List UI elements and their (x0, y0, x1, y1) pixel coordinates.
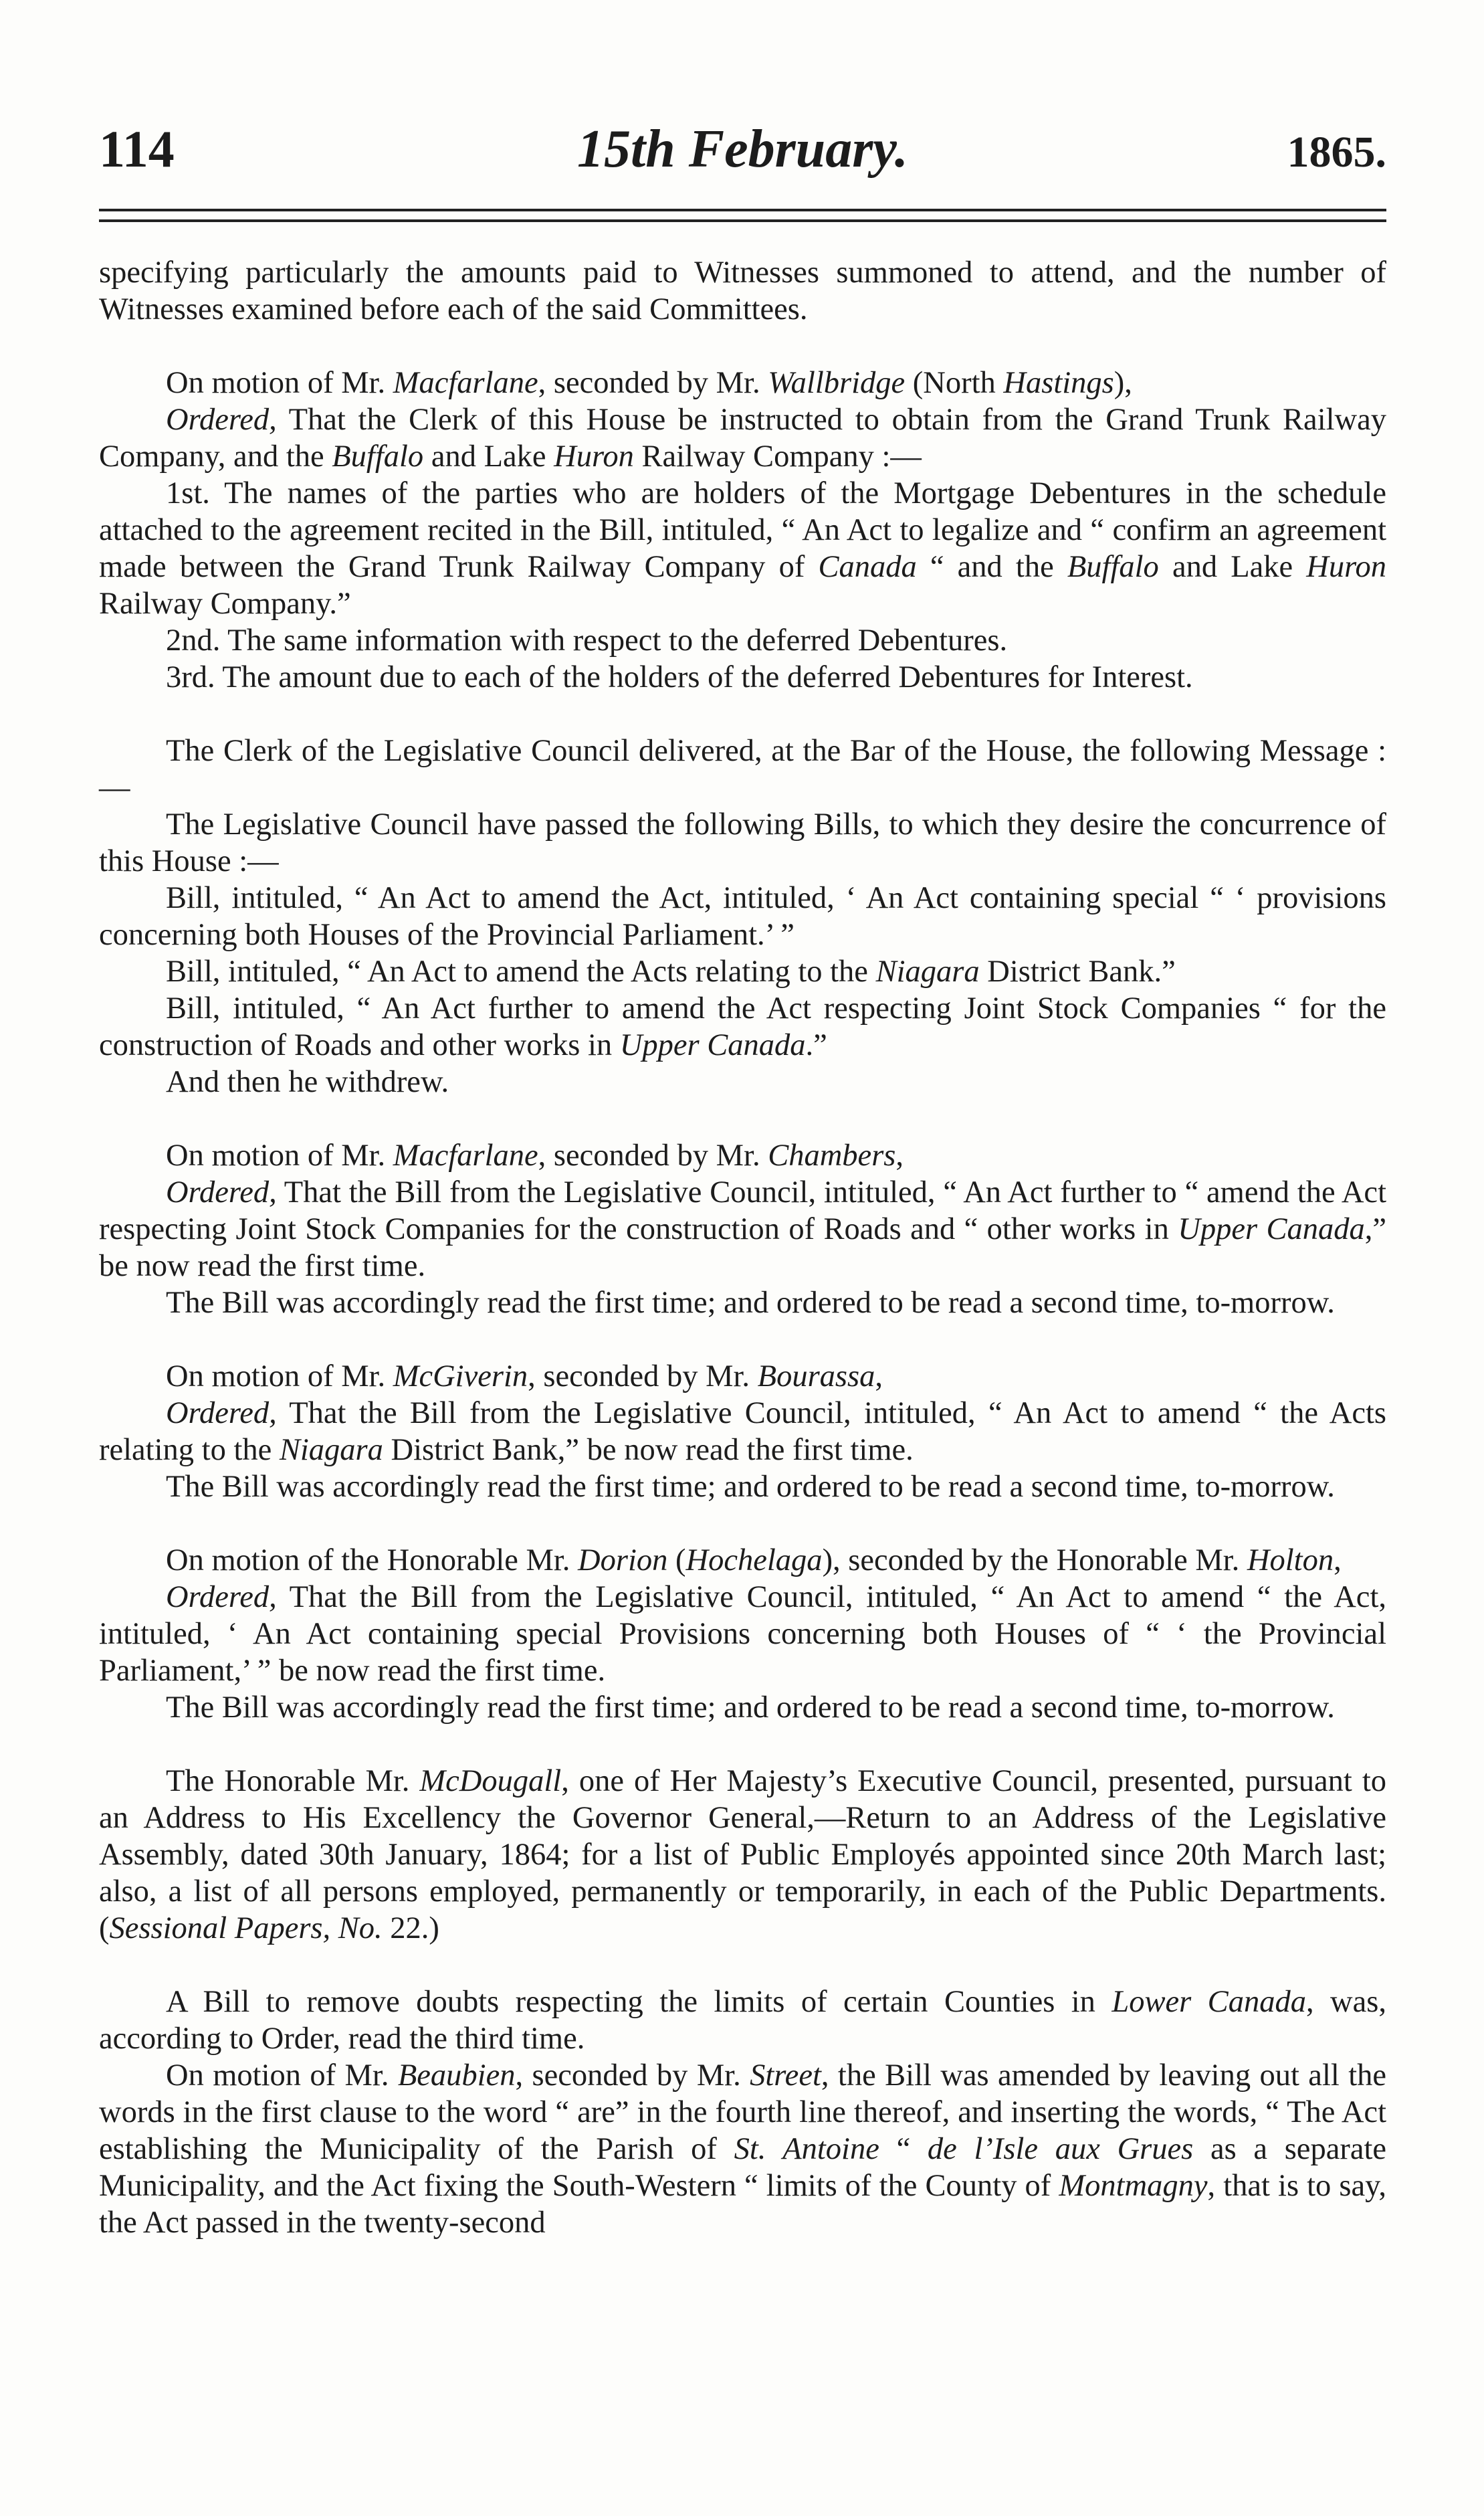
paragraph: Ordered, That the Clerk of this House be instructed to obtain from the Grand Trunk Railway Company, and the Buffalo and Lake Huron Railway Company :— (99, 403, 1386, 474)
paragraph: On motion of Mr. McGiverin, seconded by Mr. Bourassa, (166, 1359, 883, 1393)
header-date: 15th February. (577, 120, 908, 179)
paragraph: The Honorable Mr. McDougall, one of Her Majesty’s Executive Council, presented, pursuant to an Address to His Excellency the Governor General,—Return to an Address of the Legislative Assembly, dated 30th January, 1864; for a list of Public Employés appointed since 20th March last; also, a list of all persons employed, permanently or temporarily, in each of the Public Departments. (Sessional Papers, No. 22.) (99, 1764, 1387, 1945)
paragraph: Ordered, That the Bill from the Legislative Council, intituled, “ An Act to amend “ the Act, intituled, ‘ An Act containing special Provisions concerning both Houses of “ ‘ the Provincial Parliament,’ ” be now read the first time. (99, 1580, 1386, 1688)
paragraph: A Bill to remove doubts respecting the limits of certain Counties in Lower Canada, was, according to Order, read the third time. (99, 1985, 1386, 2056)
header-rule-bottom (99, 219, 1386, 222)
paragraph: On motion of Mr. Macfarlane, seconded by Mr. Chambers, (166, 1139, 904, 1173)
paragraph: On motion of the Honorable Mr. Dorion (Hochelaga), seconded by the Honorable Mr. Holton, (166, 1543, 1342, 1577)
paragraph: specifying particularly the amounts paid to Witnesses summoned to attend, and the number of Witnesses examined before each of the said Committees. (99, 256, 1386, 326)
paragraph: The Legislative Council have passed the following Bills, to which they desire the concurrence of this House :— (99, 807, 1386, 878)
paragraph: Bill, intituled, “ An Act further to amend the Act respecting Joint Stock Companies “ for the construction of Roads and other works in Upper Canada.” (99, 991, 1386, 1062)
paragraph: On motion of Mr. Macfarlane, seconded by Mr. Wallbridge (North Hastings), (166, 366, 1132, 400)
paragraph: Bill, intituled, “ An Act to amend the Acts relating to the Niagara District Bank.” (166, 955, 1176, 989)
paragraph: Ordered, That the Bill from the Legislative Council, intituled, “ An Act to amend “ the Acts relating to the Niagara District Bank,” be now read the first time. (99, 1396, 1386, 1467)
paragraph: 1st. The names of the parties who are holders of the Mortgage Debentures in the schedule attached to the agreement recited in the Bill, intituled, “ An Act to legalize and “ confirm an agreement made between the Grand Trunk Railway Company of Canada “ and the Buffalo and Lake Huron Railway Company.” (99, 476, 1386, 621)
paragraph: The Bill was accordingly read the first time; and ordered to be read a second time, to-morrow. (166, 1470, 1335, 1504)
paragraph: 2nd. The same information with respect to the deferred Debentures. (166, 623, 1008, 658)
header-year: 1865. (1287, 128, 1386, 177)
paragraph: On motion of Mr. Beaubien, seconded by Mr. Street, the Bill was amended by leaving out all the words in the first clause to the word “ are” in the fourth line thereof, and inserting the words, “ The Act establishing the Municipality of the Parish of St. Antoine “ de l’Isle aux Grues as a separate Municipality, and the Act fixing the South-Western “ limits of the County of Montmagny, that is to say, the Act passed in the twenty-second (99, 2058, 1387, 2240)
paragraph: Ordered, That the Bill from the Legislative Council, intituled, “ An Act further to “ amend the Act respecting Joint Stock Companies for the construction of Roads and “ other works in Upper Canada,” be now read the first time. (99, 1175, 1386, 1283)
page-header (99, 119, 1386, 193)
paragraph: The Clerk of the Legislative Council delivered, at the Bar of the House, the following Message :— (99, 734, 1386, 805)
paragraph: The Bill was accordingly read the first time; and ordered to be read a second time, to-morrow. (166, 1690, 1335, 1725)
body-text (99, 254, 1386, 2241)
paragraph: Bill, intituled, “ An Act to amend the Act, intituled, ‘ An Act containing special “ ‘ provisions concerning both Houses of the Provincial Parliament.’ ” (99, 881, 1386, 952)
header-rule-top (99, 209, 1386, 211)
paragraph: The Bill was accordingly read the first time; and ordered to be read a second time, to-morrow. (166, 1286, 1335, 1320)
paragraph: And then he withdrew. (166, 1065, 449, 1099)
paragraph: 3rd. The amount due to each of the holders of the deferred Debentures for Interest. (166, 660, 1193, 694)
page-number: 114 (99, 120, 175, 178)
